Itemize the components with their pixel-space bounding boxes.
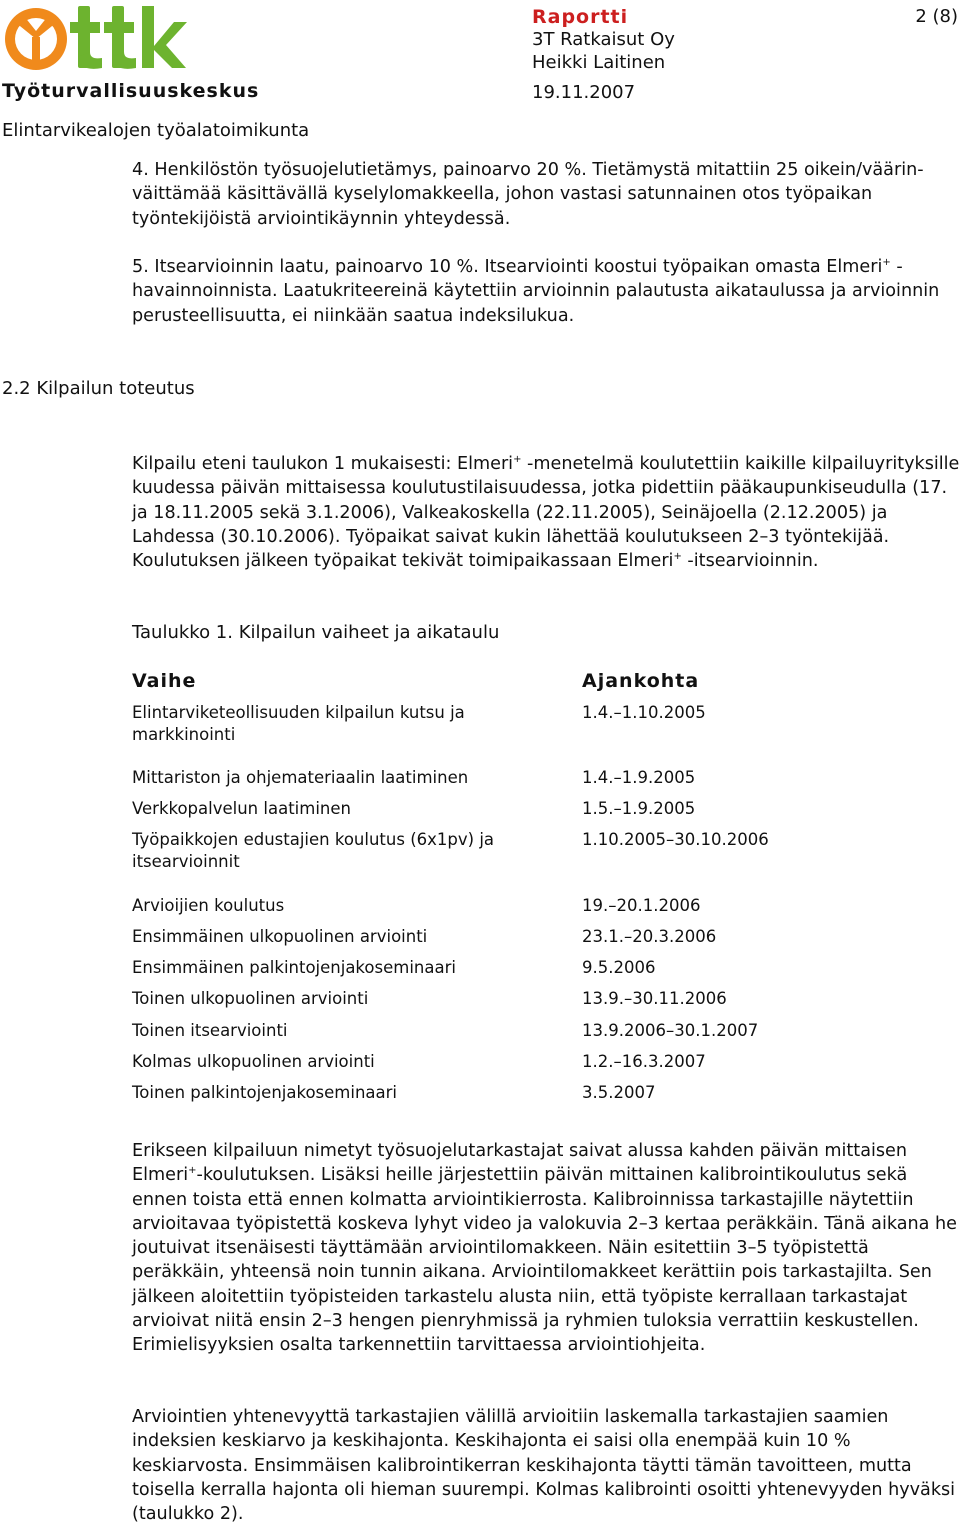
table-cell-phase: Kolmas ulkopuolinen arviointi [132,1052,375,1071]
table-cell-time: 1.4.–1.9.2005 [582,768,696,787]
list-item-4: 4. Henkilöstön työsuojelutietämys, painoarvo 20 %. Tietämystä mitattiin 25 oikein/väärin- väittämää käsittävällä kyselylomakkeella, johon vastasi satunnainen otos työpaikan työntekijöistä arviointikäynnin yhteydessä. [132,160,924,229]
ttk-emblem-icon [5,8,67,70]
table-cell-phase: Ensimmäinen ulkopuolinen arviointi [132,927,428,946]
table-header-phase: Vaihe [132,670,197,692]
table-cell-phase: Toinen itsearviointi [132,1021,288,1040]
table-cell-phase: Arvioijien koulutus [132,896,285,915]
table-cell-time: 13.9.2006–30.1.2007 [582,1021,759,1040]
document-date: 19.11.2007 [532,82,636,103]
ttk-letters-icon [70,6,187,69]
superscript: + [513,454,522,465]
paragraph-text: -menetelmä koulutettiin kaikille kilpailuyrityksille kuudessa päivän mittaisessa koulutustilaisuudessa, jotka pidettiin pääkaupunkiseudulla (17. ja 18.11.2005 sekä 3.1.2006), Valkeakoskella (22.11.2005), Seinäjoella (2.12.2005) ja Lahdessa (30.10.2006). Työpaikat saivat kukin lähettää koulutukseen 2–3 työntekijää. Koulutuksen jälkeen työpaikat tekivät toimipaikassaan Elmeri [132,454,960,572]
paragraph-text: Erikseen kilpailuun nimetyt työsuojelutarkastajat saivat alussa kahden päivän mittaisen Elmeri [132,1141,908,1186]
table-cell-phase: Toinen ulkopuolinen arviointi [132,989,369,1008]
table-cell-time: 1.5.–1.9.2005 [582,799,696,818]
table-cell-phase: Toinen palkintojenjakoseminaari [132,1083,397,1102]
table-cell-time: 9.5.2006 [582,958,656,977]
body-paragraph: Arviointien yhtenevyyttä tarkastajien välillä arvioitiin laskemalla tarkastajien saamien indeksien keskiarvo ja keskihajonta. Keskihajonta ei saisi olla enempää kuin 10 % keskiarvosta. Ensimmäisen kalibrointikerran keskihajonta täytti tämän tavoitteen, mutta toisella kerralla hajonta oli hieman suurempi. Kolmas kalibrointi osoitti yhtenevyyden hyväksi (taulukko 2). [132,1407,956,1525]
table-cell-time: 23.1.–20.3.2006 [582,927,717,946]
table-cell-phase: Ensimmäinen palkintojenjakoseminaari [132,958,456,977]
table-cell-time: 1.10.2005–30.10.2006 [582,830,769,849]
table-cell-time: 1.4.–1.10.2005 [582,703,706,722]
paragraph-text: Kilpailu eteni taulukon 1 mukaisesti: Elmeri [132,454,514,474]
paragraph-text: -koulutuksen. Lisäksi heille järjestettiin päivän mittainen kalibrointikoulutus sekä ennen toista että ennen kolmatta arviointikierrosta. Kalibroinnissa tarkastajille näytettiin arvioitavaa työpistettä koskeva lyhyt video ja valokuvia 2–3 kertaa peräkkäin. Tänä aikana he joutuivat itsenäisesti täyttämään arviointilomakkeen. Näin esitettiin 3–5 työpistettä peräkkäin, yhteensä noin tunnin aikana. Arviointilomakkeet kerättiin pois tarkastajilta. Sen jälkeen aloitettiin työpisteiden tarkastelu alusta niin, että työpiste kerrallaan tarkastajat arvioivat niitä ensin 2–3 hengen pienryhmissä ja ryhmien tuloksia verrattiin keskustellen. Erimielisyyksien osalta tarkennettiin tarvittaessa arviointiohjeita. [132,1165,958,1356]
body-paragraph [132,452,960,573]
table-cell-phase: Verkkopalvelun laatiminen [132,799,351,818]
superscript: + [188,1165,197,1177]
table-header-time: Ajankohta [582,670,700,692]
table-caption: Taulukko 1. Kilpailun vaiheet ja aikataulu [132,622,500,643]
table-cell-time: 1.2.–16.3.2007 [582,1052,706,1071]
subunit-name: Elintarvikealojen työalatoimikunta [2,120,310,141]
table-cell-time: 13.9.–30.11.2006 [582,989,727,1008]
body-paragraph [132,1139,960,1358]
table-cell-phase: Työpaikkojen edustajien koulutus (6x1pv) ja itsearvioinnit [132,830,495,871]
organization-name: Työturvallisuuskeskus [2,80,260,102]
document-type: Raportti [532,6,629,28]
list-item-5 [132,255,960,328]
superscript: + [882,257,891,268]
table-cell-time: 19.–20.1.2006 [582,896,701,915]
list-item-5-text: -havainnoinnista. Laatukriteereinä käytettiin arvioinnin palautusta aikataulussa ja arvioinnin perusteellisuutta, ei niinkään saatua indeksilukua. [132,257,940,326]
company-name: 3T Ratkaisut Oy [532,29,675,50]
table-cell-phase: Elintarviketeollisuuden kilpailun kutsu ja markkinointi [132,703,465,744]
section-heading: 2.2 Kilpailun toteutus [2,378,195,399]
list-item-5-text: 5. Itsearvioinnin laatu, painoarvo 10 %. Itsearviointi koostui työpaikan omasta Elmeri [132,257,883,277]
superscript: + [673,551,682,563]
table-cell-time: 3.5.2007 [582,1083,656,1102]
table-cell-phase: Mittariston ja ohjemateriaalin laatiminen [132,768,469,787]
paragraph-text: -itsearvioinnin. [681,551,819,572]
ttk-logo [2,2,187,74]
page-number: 2 (8) [915,6,958,27]
author-name: Heikki Laitinen [532,52,666,73]
